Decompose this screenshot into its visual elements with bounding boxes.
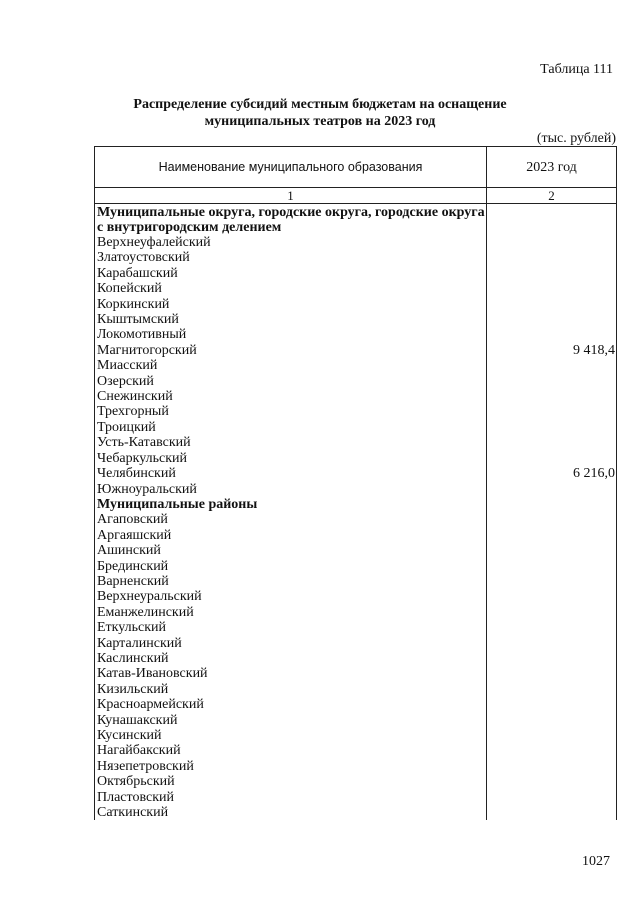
- municipality-name: Усть-Катавский: [95, 435, 487, 450]
- table-row: [95, 774, 617, 789]
- municipality-name: Красноармейский: [95, 697, 487, 712]
- municipality-name: Златоустовский: [95, 250, 487, 265]
- table-row: [95, 682, 617, 697]
- municipality-name: Нагайбакский: [95, 743, 487, 758]
- municipality-name: Магнитогорский: [95, 343, 487, 358]
- municipality-name: Муниципальные районы: [95, 497, 487, 512]
- subsidy-value: [487, 636, 617, 651]
- subsidy-value: [487, 528, 617, 543]
- table-row: [95, 327, 617, 342]
- subsidy-value: [487, 743, 617, 758]
- municipality-name: Катав-Ивановский: [95, 666, 487, 681]
- subsidy-value: [487, 358, 617, 373]
- document-title: [0, 96, 640, 130]
- subsidy-value: [487, 774, 617, 789]
- table-row: [95, 358, 617, 373]
- subsidy-value: [487, 497, 617, 512]
- subsidy-value: [487, 435, 617, 450]
- subsidy-value: [487, 404, 617, 419]
- table-row: [95, 466, 617, 481]
- table-row: [95, 297, 617, 312]
- subsidy-value: [487, 235, 617, 250]
- table-row: [95, 728, 617, 743]
- municipality-name: Верхнеуфалейский: [95, 235, 487, 250]
- subsidy-value: [487, 651, 617, 666]
- table-row: [95, 559, 617, 574]
- header-row: [95, 147, 617, 188]
- subsidy-value: [487, 420, 617, 435]
- subsidy-value: [487, 281, 617, 296]
- subsidy-value: [487, 682, 617, 697]
- table-row: [95, 312, 617, 327]
- subsidy-table: [94, 146, 617, 820]
- table-row: [95, 266, 617, 281]
- subsidy-value: [487, 605, 617, 620]
- subsidy-value: [487, 374, 617, 389]
- municipality-name: Локомотивный: [95, 327, 487, 342]
- subsidy-value: [487, 543, 617, 558]
- table-row: [95, 636, 617, 651]
- municipality-name: Кунашакский: [95, 713, 487, 728]
- table-row: [95, 389, 617, 404]
- column-number-1: 1: [95, 188, 487, 204]
- subsidy-value: [487, 559, 617, 574]
- subsidy-value: [487, 204, 617, 236]
- subsidy-value: [487, 482, 617, 497]
- subsidy-value: [487, 297, 617, 312]
- subsidy-value: [487, 620, 617, 635]
- municipality-name: Кизильский: [95, 682, 487, 697]
- municipality-name: Копейский: [95, 281, 487, 296]
- municipality-name: Коркинский: [95, 297, 487, 312]
- municipality-name: Карталинский: [95, 636, 487, 651]
- municipality-name: Пластовский: [95, 790, 487, 805]
- table-row: [95, 574, 617, 589]
- table-row: [95, 790, 617, 805]
- municipality-name: Еманжелинский: [95, 605, 487, 620]
- subsidy-value: [487, 327, 617, 342]
- subsidy-value: [487, 312, 617, 327]
- table-row: [95, 250, 617, 265]
- subsidy-value: [487, 389, 617, 404]
- municipality-name: Муниципальные округа, городские округа, городские округа с внутригородским делением: [95, 204, 487, 236]
- municipality-name: Кусинский: [95, 728, 487, 743]
- table-row: [95, 374, 617, 389]
- subsidy-value: [487, 697, 617, 712]
- subsidy-value: [487, 574, 617, 589]
- units-label: (тыс. рублей): [536, 131, 616, 146]
- table-row: [95, 805, 617, 820]
- subsidy-value: [487, 512, 617, 527]
- table-row: [95, 713, 617, 728]
- subsidy-value: [487, 250, 617, 265]
- subsidy-value: 9 418,4: [487, 343, 617, 358]
- municipality-name: Ашинский: [95, 543, 487, 558]
- subsidy-value: [487, 805, 617, 820]
- municipality-name: Миасский: [95, 358, 487, 373]
- municipality-name: Чебаркульский: [95, 451, 487, 466]
- table-row: [95, 620, 617, 635]
- municipality-name: Челябинский: [95, 466, 487, 481]
- table-row: [95, 697, 617, 712]
- table-group-row: [95, 497, 617, 512]
- municipality-name: Агаповский: [95, 512, 487, 527]
- table-row: [95, 235, 617, 250]
- municipality-name: Трехгорный: [95, 404, 487, 419]
- column-number-2: 2: [487, 188, 617, 204]
- column-number-row: [95, 188, 617, 204]
- municipality-name: Верхнеуральский: [95, 589, 487, 604]
- municipality-name: Карабашский: [95, 266, 487, 281]
- subsidy-value: [487, 589, 617, 604]
- subsidy-value: [487, 713, 617, 728]
- municipality-name: Варненский: [95, 574, 487, 589]
- table-label: Таблица 111: [540, 62, 613, 77]
- table-row: [95, 512, 617, 527]
- municipality-name: Троицкий: [95, 420, 487, 435]
- table-row: [95, 651, 617, 666]
- subsidy-value: [487, 266, 617, 281]
- table-group-row: [95, 204, 617, 236]
- table-row: [95, 420, 617, 435]
- municipality-name: Октябрьский: [95, 774, 487, 789]
- municipality-name: Снежинский: [95, 389, 487, 404]
- municipality-name: Кыштымский: [95, 312, 487, 327]
- municipality-name: Саткинский: [95, 805, 487, 820]
- header-year: 2023 год: [487, 147, 617, 188]
- table-row: [95, 343, 617, 358]
- table-row: [95, 528, 617, 543]
- table-row: [95, 589, 617, 604]
- table-row: [95, 482, 617, 497]
- municipality-name: Брединский: [95, 559, 487, 574]
- table-row: [95, 605, 617, 620]
- table-row: [95, 451, 617, 466]
- table-row: [95, 435, 617, 450]
- table-row: [95, 281, 617, 296]
- table-row: [95, 543, 617, 558]
- municipality-name: Южноуральский: [95, 482, 487, 497]
- subsidy-value: [487, 666, 617, 681]
- subsidy-value: 6 216,0: [487, 466, 617, 481]
- header-municipality: Наименование муниципального образования: [95, 147, 487, 188]
- table-row: [95, 743, 617, 758]
- page-number: 1027: [582, 854, 610, 869]
- municipality-name: Каслинский: [95, 651, 487, 666]
- subsidy-value: [487, 451, 617, 466]
- subsidy-value: [487, 790, 617, 805]
- subsidy-value: [487, 759, 617, 774]
- subsidy-value: [487, 728, 617, 743]
- municipality-name: Озерский: [95, 374, 487, 389]
- municipality-name: Нязепетровский: [95, 759, 487, 774]
- title-line-1: Распределение субсидий местным бюджетам на оснащение: [133, 97, 507, 112]
- table-row: [95, 759, 617, 774]
- title-line-2: муниципальных театров на 2023 год: [204, 114, 436, 129]
- table-row: [95, 404, 617, 419]
- table-row: [95, 666, 617, 681]
- municipality-name: Еткульский: [95, 620, 487, 635]
- municipality-name: Аргаяшский: [95, 528, 487, 543]
